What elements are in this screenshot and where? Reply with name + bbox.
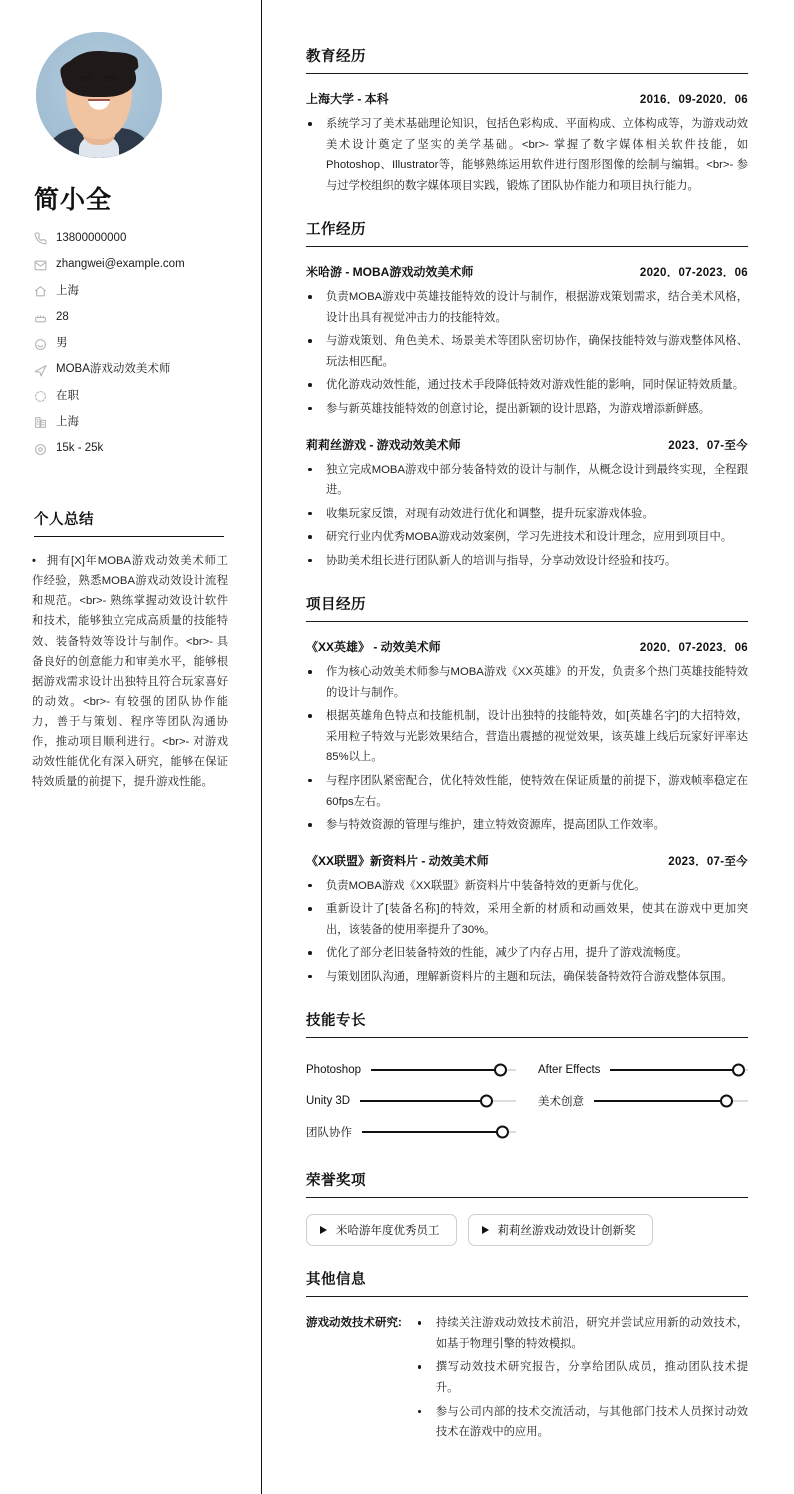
contact-item-gender	[34, 337, 233, 351]
phone-icon	[34, 232, 47, 245]
contact-value-location: 上海	[56, 416, 79, 429]
project-bullets	[306, 876, 748, 988]
skill-knob[interactable]	[496, 1125, 509, 1138]
skills-section-title: 技能专长	[306, 1009, 748, 1038]
work-section-title: 工作经历	[306, 218, 748, 247]
work-entry-title: 米哈游 - MOBA游戏动效美术师	[306, 265, 474, 280]
summary-body	[32, 551, 228, 792]
list-item: 持续关注游戏动效技术前沿，研究并尝试应用新的动效技术，如基于物理引擎的特效模拟。	[416, 1313, 748, 1354]
awards-section-title: 荣誉奖项	[306, 1169, 748, 1198]
contact-value-city: 上海	[56, 284, 79, 297]
avatar	[36, 32, 162, 158]
list-item: 收集玩家反馈，对现有动效进行优化和调整，提升玩家游戏体验。	[306, 504, 748, 525]
building-icon	[34, 416, 47, 429]
award-tag[interactable]	[468, 1214, 653, 1246]
work-entry	[306, 436, 748, 572]
project-entry-title: 《XX英雄》 - 动效美术师	[306, 640, 441, 655]
list-item: 与策划团队沟通，理解新资料片的主题和玩法，确保装备特效符合游戏整体氛围。	[306, 967, 748, 988]
contact-item-position	[34, 363, 233, 377]
contact-item-phone	[34, 232, 233, 246]
skill-slider[interactable]	[594, 1100, 748, 1102]
project-entry-head	[306, 852, 748, 869]
skill-row-after-effects	[538, 1054, 748, 1085]
skill-knob[interactable]	[480, 1094, 493, 1107]
skill-fill	[360, 1100, 485, 1102]
list-item: 参与特效资源的管理与维护，建立特效资源库，提高团队工作效率。	[306, 815, 748, 836]
list-item: 撰写动效技术研究报告，分享给团队成员，推动团队技术提升。	[416, 1357, 748, 1398]
awards-tag-row	[306, 1214, 748, 1246]
education-bullets	[306, 114, 748, 196]
list-item: 优化了部分老旧装备特效的性能，减少了内存占用，提升了游戏流畅度。	[306, 943, 748, 964]
list-item: 优化游戏动效性能，通过技术手段降低特效对游戏性能的影响，同时保证特效质量。	[306, 375, 748, 396]
section-work	[306, 218, 748, 571]
other-section-title: 其他信息	[306, 1268, 748, 1297]
skill-knob[interactable]	[720, 1094, 733, 1107]
contact-item-location	[34, 416, 233, 430]
award-tag[interactable]	[306, 1214, 457, 1246]
play-icon	[482, 1226, 489, 1234]
contact-item-status	[34, 390, 233, 404]
skill-knob[interactable]	[732, 1063, 745, 1076]
project-entry-date: 2020．07-2023．06	[639, 642, 748, 655]
skill-fill	[610, 1069, 737, 1071]
contact-value-position: MOBA游戏动效美术师	[56, 363, 171, 376]
education-entry-date: 2016．09-2020．06	[639, 94, 748, 107]
list-item: 独立完成MOBA游戏中部分装备特效的设计与制作，从概念设计到最终实现，全程跟进。	[306, 460, 748, 501]
list-item: 负责MOBA游戏中英雄技能特效的设计与制作，根据游戏策划需求，结合美术风格，设计出具有视觉冲击力的技能特效。	[306, 287, 748, 328]
skill-knob[interactable]	[494, 1063, 507, 1076]
skill-fill	[371, 1069, 499, 1071]
skill-row-unity-3d	[306, 1085, 516, 1116]
education-entry-head	[306, 90, 748, 107]
page-title: 简小全	[34, 186, 113, 214]
contact-item-email	[34, 258, 233, 272]
contact-value-phone: 13800000000	[56, 232, 127, 244]
education-entry	[306, 90, 748, 196]
section-skills	[306, 1009, 748, 1147]
coin-icon	[34, 443, 47, 456]
main-column	[262, 0, 794, 1494]
contact-value-email: zhangwei@example.com	[56, 258, 185, 271]
work-entry-head	[306, 436, 748, 453]
work-bullets	[306, 287, 748, 419]
project-bullets	[306, 662, 748, 835]
cake-icon	[34, 311, 47, 324]
project-entry	[306, 852, 748, 988]
list-item: 负责MOBA游戏《XX联盟》新资料片中装备特效的更新与优化。	[306, 876, 748, 897]
skill-label: Unity 3D	[306, 1094, 351, 1107]
project-entry	[306, 638, 748, 835]
skill-label: After Effects	[538, 1063, 601, 1076]
gender-icon	[34, 338, 47, 351]
skill-slider[interactable]	[362, 1131, 516, 1133]
work-entry-head	[306, 263, 748, 280]
skill-row-art-creativity	[538, 1085, 748, 1116]
list-item: 重新设计了[装备名称]的特效，采用全新的材质和动画效果，使其在游戏中更加突出，该装备的使用率提升了30%。	[306, 899, 748, 940]
list-item: 系统学习了美术基础理论知识，包括色彩构成、平面构成、立体构成等，为游戏动效美术设计奠定了坚实的美学基础。<br>- 掌握了数字媒体相关软件技能，如Photoshop、Illustrator等，能够熟练运用软件进行图形图像的绘制与编辑。<br>- 参与过学校组织的数字媒体项目实践，锻炼了团队协作能力和项目执行能力。	[306, 114, 748, 196]
list-item: 根据英雄角色特点和技能机制，设计出独特的技能特效，如[英雄名字]的大招特效，采用粒子特效与光影效果结合，营造出震撼的视觉效果，该英雄上线后玩家好评率达85%以上。	[306, 706, 748, 768]
skill-row-photoshop	[306, 1054, 516, 1085]
education-entry-title: 上海大学 - 本科	[306, 92, 389, 107]
list-item: 参与公司内部的技术交流活动，与其他部门技术人员探讨动效技术在游戏中的应用。	[416, 1402, 748, 1443]
work-entry-date: 2020．07-2023．06	[639, 267, 748, 280]
skill-row-teamwork	[306, 1116, 516, 1147]
project-entry-title: 《XX联盟》新资料片 - 动效美术师	[306, 853, 489, 868]
skill-fill	[362, 1131, 501, 1133]
other-block	[306, 1313, 748, 1445]
contact-list	[34, 232, 233, 456]
work-entry	[306, 263, 748, 419]
skill-slider[interactable]	[371, 1069, 516, 1071]
list-item: 与游戏策划、角色美术、场景美术等团队密切协作，确保技能特效与游戏整体风格、玩法相匹配。	[306, 331, 748, 372]
skill-label: 团队协作	[306, 1126, 352, 1139]
work-entry-date: 2023．07-至今	[668, 439, 748, 452]
sidebar	[0, 0, 262, 1494]
list-item: 研究行业内优秀MOBA游戏动效案例，学习先进技术和设计理念，应用到项目中。	[306, 527, 748, 548]
contact-item-age	[34, 311, 233, 325]
education-section-title: 教育经历	[306, 45, 748, 74]
other-block-key: 游戏动效技术研究:	[306, 1317, 402, 1330]
summary-section-title: 个人总结	[34, 508, 224, 537]
award-label: 米哈游年度优秀员工	[336, 1225, 440, 1238]
section-other-info	[306, 1268, 748, 1445]
work-bullets	[306, 460, 748, 572]
projects-section-title: 项目经历	[306, 593, 748, 622]
summary-text: 拥有[X]年MOBA游戏动效美术师工作经验，熟悉MOBA游戏动效设计流程和规范。<br>- 熟练掌握动效设计软件和技术，能够独立完成高质量的技能特效、装备特效等设计与制作。<br>- 具备良好的创意能力和审美水平，能够根据游戏需求设计出独特且符合玩家喜好的动效。<br>- 有较强的团队协作能力，善于与策划、程序等团队沟通协作，推动项目顺利进行。<br>- 对游戏动效性能优化有深入研究，能够在保证特效质量的前提下，提升游戏性能。	[32, 555, 228, 789]
play-icon	[320, 1226, 327, 1234]
home-icon	[34, 285, 47, 298]
refresh-icon	[34, 390, 47, 403]
skill-slider[interactable]	[360, 1100, 516, 1102]
list-item: 协助美术组长进行团队新人的培训与指导，分享动效设计经验和技巧。	[306, 551, 748, 572]
project-entry-date: 2023．07-至今	[668, 855, 748, 868]
section-projects	[306, 593, 748, 987]
skill-fill	[594, 1100, 725, 1102]
contact-value-age: 28	[56, 310, 69, 323]
project-entry-head	[306, 638, 748, 655]
skill-label: 美术创意	[538, 1095, 584, 1108]
award-label: 莉莉丝游戏动效设计创新奖	[497, 1225, 636, 1238]
list-item: 作为核心动效美术师参与MOBA游戏《XX英雄》的开发，负责多个热门英雄技能特效的设计与制作。	[306, 662, 748, 703]
skill-label: Photoshop	[306, 1063, 361, 1076]
work-entry-title: 莉莉丝游戏 - 游戏动效美术师	[306, 437, 461, 452]
envelope-icon	[34, 259, 47, 272]
contact-item-salary	[34, 442, 233, 456]
contact-value-gender: 男	[56, 337, 68, 350]
skill-slider[interactable]	[610, 1069, 748, 1071]
skills-grid	[306, 1054, 748, 1147]
section-education	[306, 45, 748, 196]
rocket-icon	[34, 364, 47, 377]
other-bullets	[416, 1313, 748, 1445]
contact-value-salary: 15k - 25k	[56, 442, 104, 455]
summary-bullet-marker: •	[32, 555, 36, 568]
contact-value-status: 在职	[56, 389, 79, 402]
section-awards	[306, 1169, 748, 1246]
list-item: 与程序团队紧密配合，优化特效性能，使特效在保证质量的前提下，游戏帧率稳定在60fps左右。	[306, 771, 748, 812]
contact-item-city	[34, 285, 233, 299]
list-item: 参与新英雄技能特效的创意讨论，提出新颖的设计思路，为游戏增添新鲜感。	[306, 399, 748, 420]
